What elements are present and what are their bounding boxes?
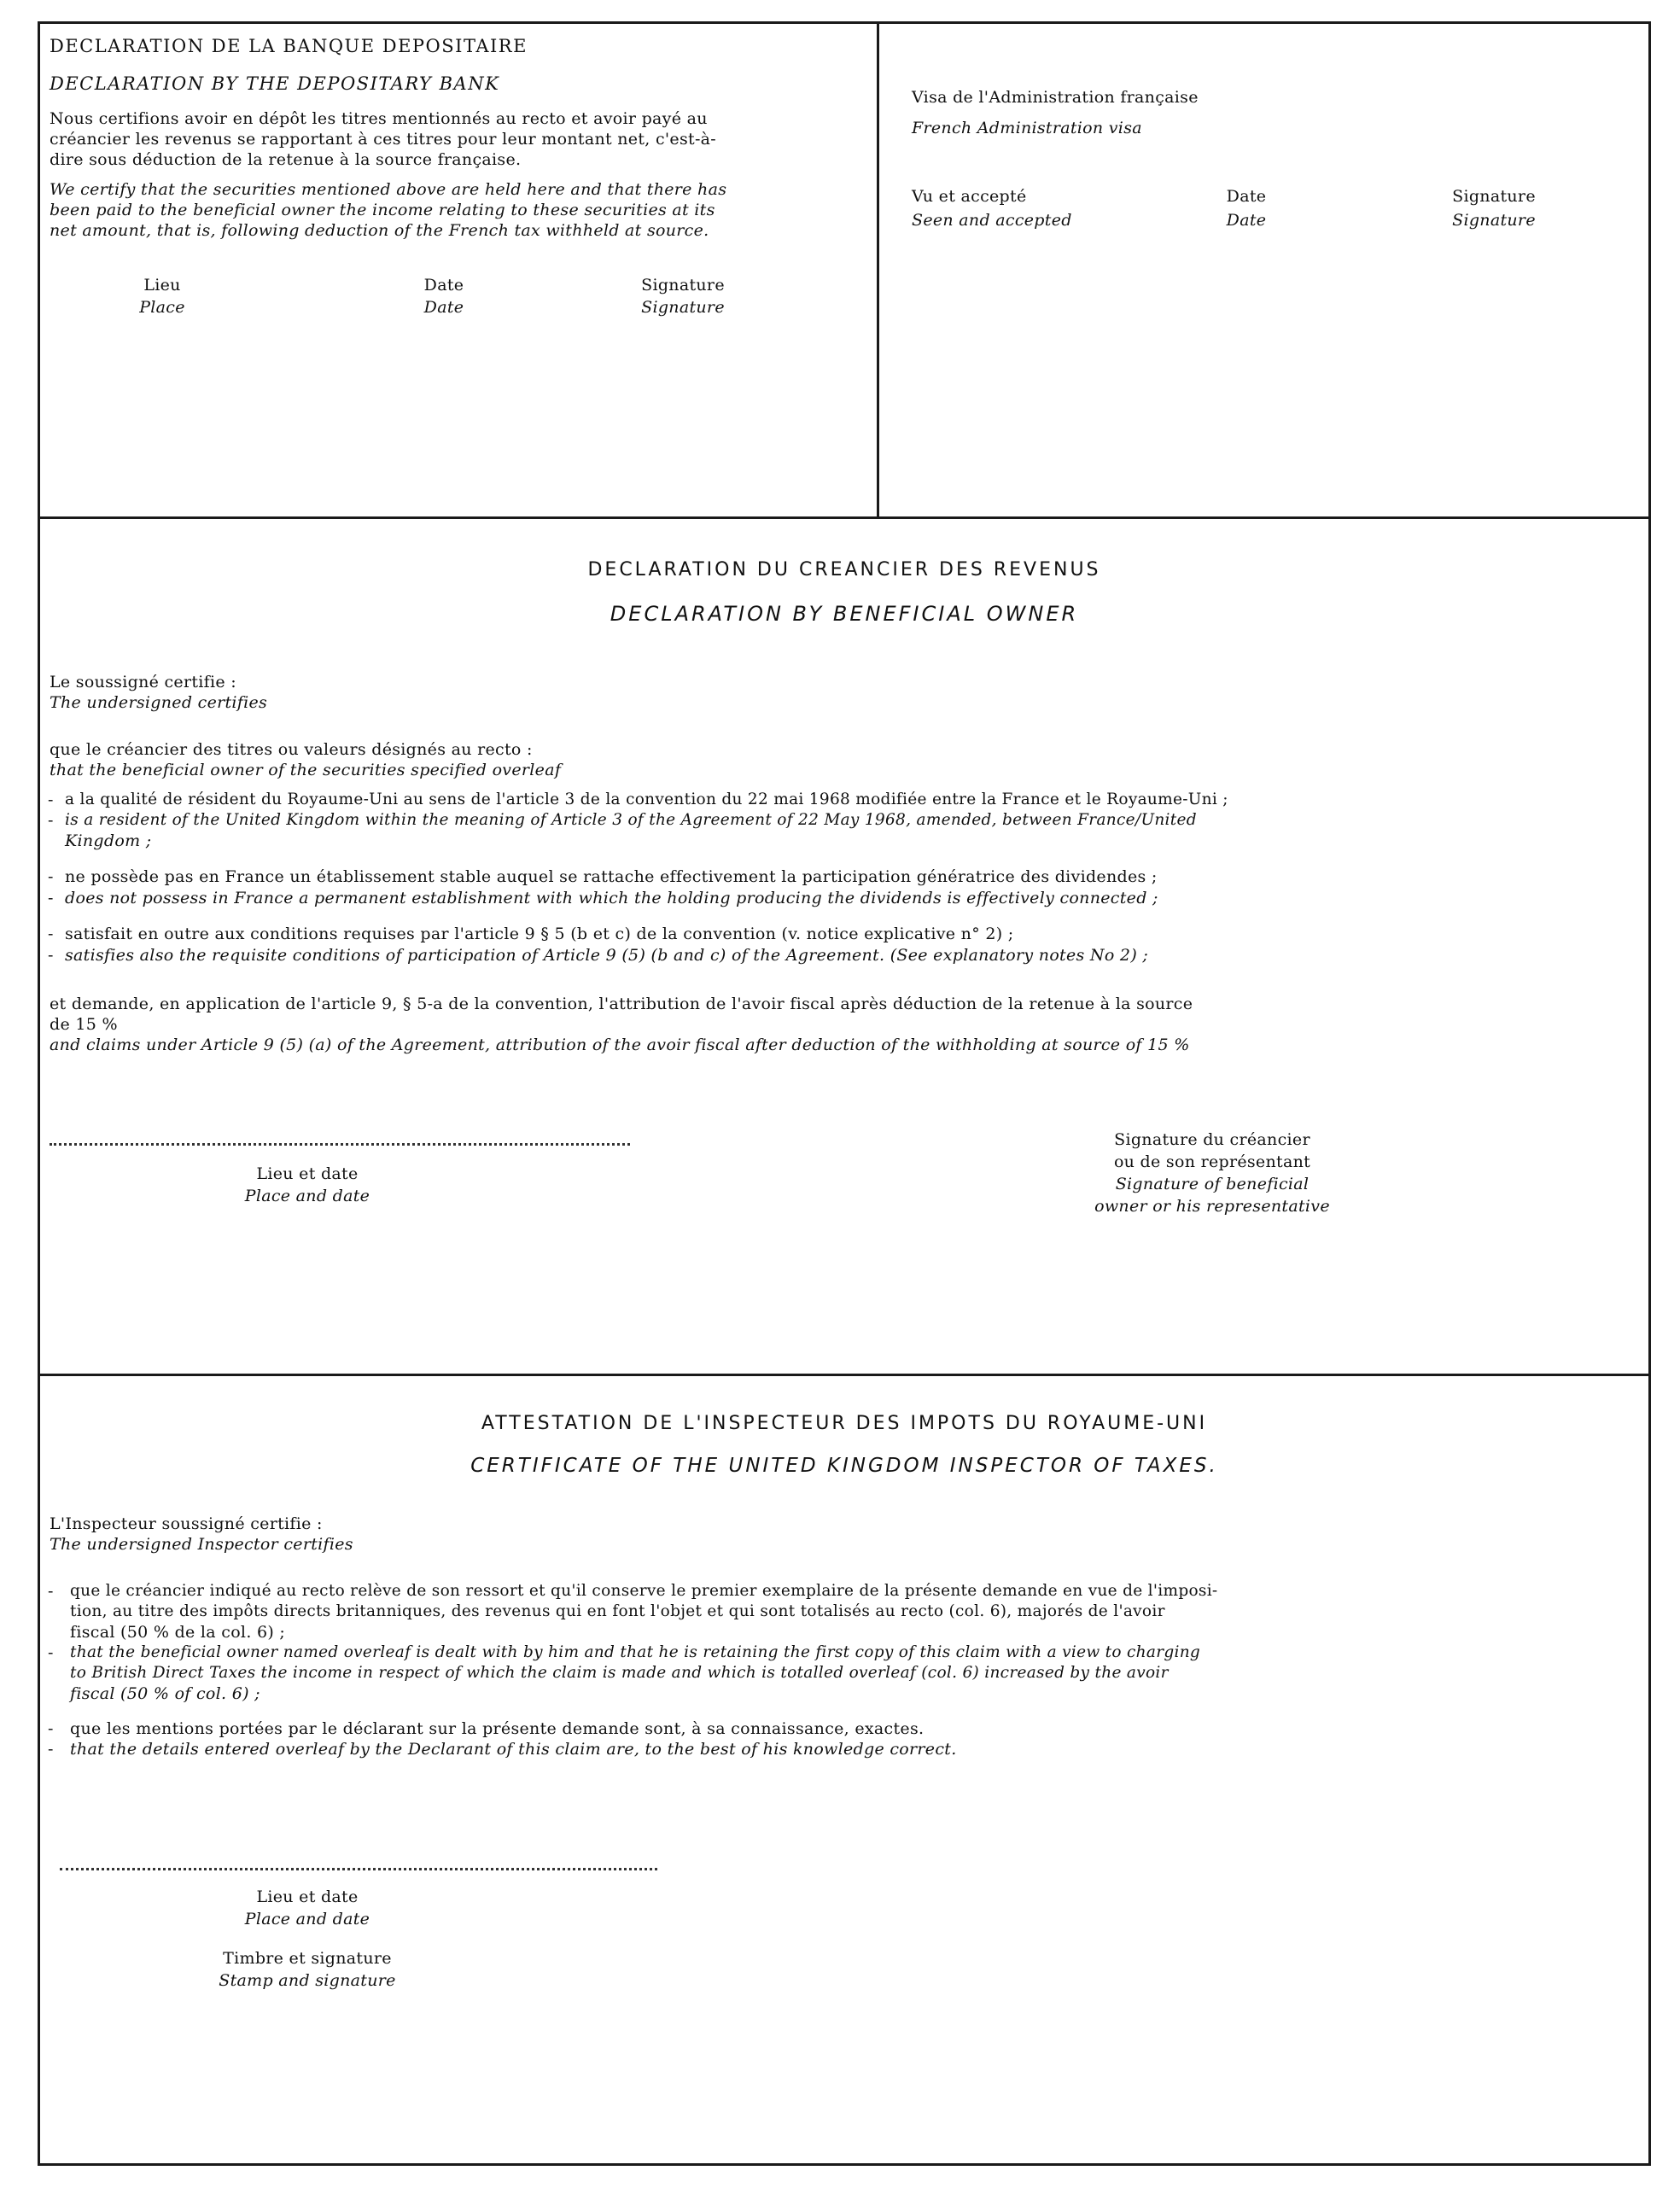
- owner-title-fr: DECLARATION DU CREANCIER DES REVENUS: [587, 559, 1101, 581]
- inspector-bullet-1-en-line-2: to British Direct Taxes the income in respect of which the claim is made and which is totalled overleaf (col. 6) increased by the avoir: [70, 1664, 1169, 1682]
- visa-date-label-fr: Date: [1226, 187, 1267, 206]
- owner-claim-fr: et demande, en application de l'article 9, § 5-a de la convention, l'attribution de l'avoir fiscal après déduction de la retenue à la source: [50, 995, 1193, 1013]
- owner-signature-label-fr-2: ou de son représentant: [1113, 1152, 1311, 1171]
- bank-para-en-line-3: net amount, that is, following deduction of the French tax withheld at source.: [50, 221, 709, 240]
- visa-seen-label-en: Seen and accepted: [912, 211, 1072, 230]
- owner-bullet-3-en-marker: -: [48, 946, 54, 965]
- owner-bullet-1-fr: a la qualité de résident du Royaume-Uni au sens de l'article 3 de la convention du 22 mai 1968 modifiée entre la France et le Royaume-Uni ;: [65, 791, 1228, 808]
- owner-place-date-label-en: Place and date: [244, 1187, 370, 1205]
- inspector-cert-en: The undersigned Inspector certifies: [50, 1535, 353, 1554]
- visa-title-fr: Visa de l'Administration française: [912, 88, 1199, 107]
- inspector-place-date-line[interactable]: [60, 1868, 657, 1870]
- inspector-stamp-label-fr: Timbre et signature: [223, 1949, 392, 1968]
- owner-bullet-2-en: does not possess in France a permanent establishment with which the holding producing the dividends is effectively connected ;: [65, 889, 1158, 907]
- owner-bullet-3-en: satisfies also the requisite conditions of participation of Article 9 (5) (b and c) of the Agreement. (See explanatory notes No 2) ;: [65, 946, 1149, 965]
- divider-middle: [40, 1374, 1648, 1376]
- owner-bullet-1-en-marker: -: [48, 811, 54, 830]
- owner-bullet-1-en: is a resident of the United Kingdom within the meaning of Article 3 of the Agreement of 22 May 1968, amended, between France/United: [65, 811, 1197, 829]
- owner-signature-label-fr-1: Signature du créancier: [1114, 1130, 1310, 1149]
- owner-claim-en: and claims under Article 9 (5) (a) of the Agreement, attribution of the avoir fiscal after deduction of the withholding at source of 15 %: [50, 1036, 1190, 1054]
- visa-signature-label-en: Signature: [1452, 211, 1536, 230]
- bank-signature-label-en: Signature: [641, 298, 725, 317]
- owner-bullet-2-fr-marker: -: [48, 867, 54, 886]
- bank-para-fr-line-2: créancier les revenus se rapportant à ces titres pour leur montant net, c'est-à-: [50, 130, 717, 149]
- owner-bullet-2-en-marker: -: [48, 889, 54, 907]
- owner-cert-en: The undersigned certifies: [50, 693, 268, 712]
- inspector-bullet-1-fr-marker: -: [48, 1582, 54, 1601]
- owner-claim-fr-cont: de 15 %: [50, 1015, 118, 1034]
- inspector-bullet-1-fr-line-3: fiscal (50 % de la col. 6) ;: [70, 1623, 286, 1642]
- divider-top: [40, 516, 1648, 519]
- owner-bullet-2-fr: ne possède pas en France un établissement stable auquel se rattache effectivement la participation génératrice des dividendes ;: [65, 867, 1158, 886]
- bank-para-fr-line-1: Nous certifions avoir en dépôt les titres mentionnés au recto et avoir payé au: [50, 109, 708, 128]
- inspector-bullet-2-fr-marker: -: [48, 1719, 54, 1738]
- owner-signature-label-en-1: Signature of beneficial: [1115, 1175, 1310, 1193]
- visa-title-en: French Administration visa: [912, 119, 1142, 137]
- bank-title-fr: DECLARATION DE LA BANQUE DEPOSITAIRE: [50, 36, 528, 56]
- inspector-bullet-1-fr-line-1: que le créancier indiqué au recto relève de son ressort et qu'il conserve le premier exemplaire de la présente demande en vue de l'imposi-: [70, 1582, 1218, 1600]
- bank-para-fr-line-3: dire sous déduction de la retenue à la source française.: [50, 150, 522, 169]
- owner-bullet-1-fr-marker: -: [48, 791, 54, 809]
- inspector-title-en: CERTIFICATE OF THE UNITED KINGDOM INSPECTOR OF TAXES.: [470, 1455, 1218, 1477]
- inspector-cert-fr: L'Inspecteur soussigné certifie :: [50, 1514, 323, 1533]
- inspector-title-fr: ATTESTATION DE L'INSPECTEUR DES IMPOTS DU ROYAUME-UNI: [481, 1413, 1208, 1434]
- owner-cert-fr: Le soussigné certifie :: [50, 673, 236, 691]
- inspector-bullet-1-en-line-3: fiscal (50 % of col. 6) ;: [70, 1684, 260, 1703]
- inspector-place-date-label-en: Place and date: [244, 1910, 370, 1928]
- visa-seen-label-fr: Vu et accepté: [912, 187, 1027, 206]
- owner-signature-label-en-2: owner or his representative: [1094, 1197, 1330, 1216]
- owner-place-date-line[interactable]: [50, 1143, 630, 1146]
- owner-bullet-3-fr: satisfait en outre aux conditions requises par l'article 9 § 5 (b et c) de la convention (v. notice explicative n° 2) ;: [65, 925, 1014, 943]
- owner-bullet-1-en-cont: Kingdom ;: [65, 831, 152, 850]
- bank-title-en: DECLARATION BY THE DEPOSITARY BANK: [50, 73, 500, 94]
- bank-signature-label-fr: Signature: [641, 276, 725, 295]
- inspector-bullet-2-fr: que les mentions portées par le déclarant sur la présente demande sont, à sa connaissance, exactes.: [70, 1719, 925, 1738]
- inspector-bullet-1-en-marker: -: [48, 1643, 54, 1662]
- owner-that-en: that the beneficial owner of the securities specified overleaf: [50, 761, 562, 779]
- visa-date-label-en: Date: [1226, 211, 1267, 230]
- bank-para-en-line-1: We certify that the securities mentioned above are held here and that there has: [50, 180, 727, 199]
- owner-place-date-label-fr: Lieu et date: [256, 1164, 359, 1183]
- owner-bullet-3-fr-marker: -: [48, 925, 54, 943]
- bank-date-label-en: Date: [423, 298, 464, 317]
- divider-vertical: [877, 24, 879, 517]
- inspector-bullet-2-en-marker: -: [48, 1740, 54, 1759]
- inspector-bullet-1-fr-line-2: tion, au titre des impôts directs britanniques, des revenus qui en font l'objet et qui sont totalisés au recto (col. 6), majorés de l'avoir: [70, 1602, 1165, 1620]
- inspector-place-date-label-fr: Lieu et date: [256, 1888, 359, 1906]
- bank-place-label-en: Place: [139, 298, 185, 317]
- form-frame: [38, 21, 1651, 2166]
- bank-date-label-fr: Date: [423, 276, 464, 295]
- visa-signature-label-fr: Signature: [1452, 187, 1536, 206]
- owner-title-en: DECLARATION BY BENEFICIAL OWNER: [610, 602, 1079, 626]
- inspector-bullet-2-en: that the details entered overleaf by the Declarant of this claim are, to the best of his knowledge correct.: [70, 1740, 957, 1759]
- inspector-bullet-1-en-line-1: that the beneficial owner named overleaf is dealt with by him and that he is retaining the first copy of this claim with a view to charging: [70, 1643, 1201, 1661]
- owner-that-fr: que le créancier des titres ou valeurs désignés au recto :: [50, 740, 533, 759]
- bank-para-en-line-2: been paid to the beneficial owner the income relating to these securities at its: [50, 201, 715, 219]
- bank-place-label-fr: Lieu: [143, 276, 181, 295]
- inspector-stamp-label-en: Stamp and signature: [219, 1971, 396, 1990]
